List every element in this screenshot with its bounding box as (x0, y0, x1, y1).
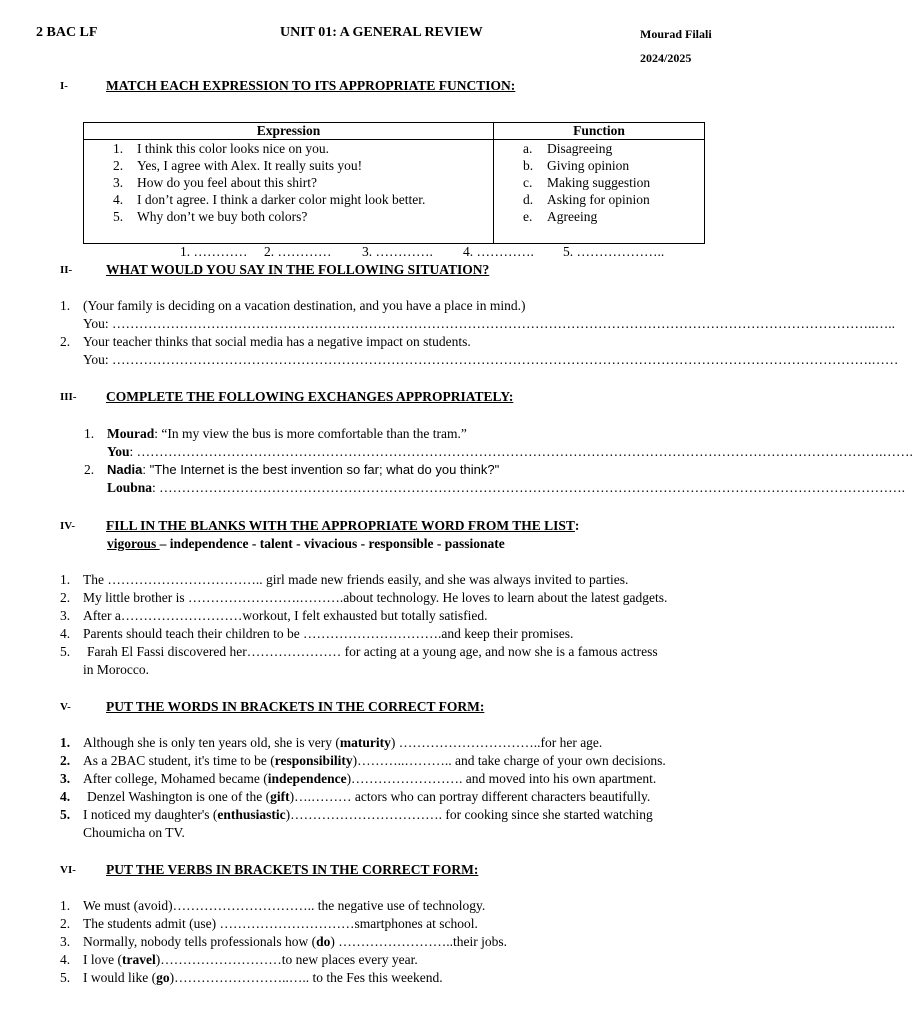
expression-text: Why don’t we buy both colors? (137, 209, 308, 224)
item-text-post: )….……… actors who can portray different characters beautifully. (289, 789, 651, 804)
function-text: Disagreeing (547, 141, 613, 156)
item-number: 2. (60, 590, 71, 605)
expression-header: Expression (84, 123, 493, 140)
worksheet-title: UNIT 01: A GENERAL REVIEW (280, 25, 483, 40)
bracket-word: travel (121, 952, 156, 967)
fill-blanks-list (60, 571, 753, 679)
section-4-numeral: IV- (60, 520, 76, 532)
item-text-pre: Although she is only ten years old, she is very ( (83, 735, 340, 750)
function-letter: a. (523, 141, 533, 156)
school-year: 2024/2025 (640, 51, 692, 65)
section-2-numeral: II- (60, 264, 73, 276)
item-number: 2. (60, 753, 71, 768)
section-4-heading-text: FILL IN THE BLANKS WITH THE APPROPRIATE WORD FROM THE LIST (106, 518, 575, 533)
answer-number: 4. (463, 244, 474, 259)
item-text-post: ) ……………………..their jobs. (330, 934, 507, 949)
list-item (60, 951, 753, 969)
function-row (494, 157, 704, 174)
item-text-pre: Normally, nobody tells professionals how ( (83, 934, 317, 949)
function-header: Function (494, 123, 704, 140)
item-number: 3. (60, 771, 71, 786)
item-text-post: ) …………………………..for her age. (390, 735, 603, 750)
item-text-post: )……………………..….. to the Fes this weekend. (169, 970, 443, 985)
exchange-list (84, 425, 913, 497)
item-text: The …………………………….. girl made new friends easily, and she was always invited to parties. (83, 572, 629, 587)
bracket-word: go (156, 970, 170, 985)
function-letter: b. (523, 158, 534, 173)
item-text-post: )………..……….. and take charge of your own decisions. (352, 753, 666, 768)
item-number: 1. (84, 426, 95, 441)
bracket-word: maturity (339, 735, 391, 750)
reply-label: You: (83, 316, 109, 331)
word-form-list (60, 734, 753, 842)
section-6-numeral: VI- (60, 864, 76, 876)
item-number: 4. (60, 626, 71, 641)
list-item (60, 933, 753, 951)
item-number: 5. (60, 644, 71, 659)
answer-blank: ………… (193, 244, 248, 259)
list-item-continuation: in Morocco. (83, 662, 149, 677)
expression-row (84, 208, 493, 225)
function-letter: d. (523, 192, 534, 207)
list-item (60, 625, 753, 643)
item-text-pre: I noticed my daughter's ( (83, 807, 218, 822)
reply-blank: …………………………………………………………………………………………………………………………………………………….…… (108, 352, 899, 367)
section-1-numeral: I- (60, 80, 68, 92)
function-text: Making suggestion (547, 175, 651, 190)
section-1-heading: MATCH EACH EXPRESSION TO ITS APPROPRIATE FUNCTION: (106, 78, 516, 93)
answer-blank: ………… (277, 244, 332, 259)
heading-colon: : (574, 518, 580, 533)
verb-form-list (60, 897, 753, 987)
answer-number: 5. (563, 244, 574, 259)
class-level: 2 BAC LF (36, 25, 98, 40)
list-item (60, 752, 753, 770)
expression-row (84, 140, 493, 157)
item-text-pre: As a 2BAC student, it's time to be ( (83, 753, 275, 768)
section-6-heading: PUT THE VERBS IN BRACKETS IN THE CORRECT FORM: (106, 862, 479, 877)
item-text-post: )……………………. and moved into his own apartment. (346, 771, 657, 786)
speaker-line: : "The Internet is the best invention so far; what do you think?" (142, 462, 500, 477)
function-letter: c. (523, 175, 533, 190)
expression-row (84, 157, 493, 174)
expression-text: I think this color looks nice on you. (137, 141, 329, 156)
item-number: 4. (60, 789, 71, 804)
section-5-heading: PUT THE WORDS IN BRACKETS IN THE CORRECT FORM: (106, 699, 485, 714)
reply-blank: : …………………………………………………………………………………………………………………………………………………. (152, 480, 906, 495)
expression-text: I don’t agree. I think a darker color might look better. (137, 192, 426, 207)
list-item (60, 969, 753, 987)
bracket-word: enthusiastic (217, 807, 286, 822)
function-text: Asking for opinion (547, 192, 650, 207)
list-item (60, 806, 753, 824)
answer-slot (264, 243, 332, 261)
teacher-name: Mourad Filali (640, 27, 712, 41)
expression-number: 2. (113, 158, 124, 173)
answer-number: 2. (264, 244, 275, 259)
answer-slot (180, 243, 248, 261)
answer-slot (463, 243, 534, 261)
expression-number: 4. (113, 192, 124, 207)
word-list (107, 535, 505, 553)
item-number: 2. (60, 916, 71, 931)
function-row (494, 174, 704, 191)
item-text-pre: Denzel Washington is one of the ( (87, 789, 271, 804)
item-number: 1. (60, 735, 71, 750)
function-row (494, 208, 704, 225)
bracket-word: responsibility (274, 753, 353, 768)
item-text-pre: I would like ( (83, 970, 157, 985)
expression-column (84, 123, 494, 243)
function-row (494, 140, 704, 157)
item-text: Farah El Fassi discovered her………………… for acting at a young age, and now she is a famous actress (87, 644, 658, 659)
section-2-heading: WHAT WOULD YOU SAY IN THE FOLLOWING SITUATION? (106, 262, 490, 277)
list-item (60, 788, 753, 806)
prompt-text: Your teacher thinks that social media has a negative impact on students. (83, 334, 471, 349)
situation-list (60, 297, 899, 369)
expression-text: Yes, I agree with Alex. It really suits you! (137, 158, 363, 173)
speaker-name: Mourad (107, 426, 155, 441)
function-letter: e. (523, 209, 533, 224)
list-item (60, 571, 753, 589)
word-first: vigorous (107, 536, 160, 551)
speaker-name: Nadia (107, 462, 143, 477)
section-4-heading (106, 517, 579, 535)
reply-line (83, 315, 896, 333)
matching-table (83, 122, 705, 244)
answer-slot (563, 243, 664, 261)
expression-number: 1. (113, 141, 124, 156)
section-3-numeral: III- (60, 391, 77, 403)
bracket-word: do (316, 934, 331, 949)
item-number: 4. (60, 952, 71, 967)
function-row (494, 191, 704, 208)
prompt-text: (Your family is deciding on a vacation destination, and you have a place in mind.) (83, 298, 526, 313)
list-item (60, 915, 753, 933)
answer-number: 3. (362, 244, 373, 259)
item-number: 3. (60, 608, 71, 623)
expression-number: 3. (113, 175, 124, 190)
item-number: 2. (84, 462, 95, 477)
item-number: 5. (60, 807, 71, 822)
list-item (60, 770, 753, 788)
expression-row (84, 174, 493, 191)
item-text-post: )………………………to new places every year. (155, 952, 418, 967)
expression-text: How do you feel about this shirt? (137, 175, 317, 190)
list-item (60, 589, 753, 607)
item-text-pre: We must (avoid)………………………….. the negative use of technology. (83, 898, 486, 913)
list-item (60, 734, 753, 752)
item-text-pre: The students admit (use) …………………………smartphones at school. (83, 916, 478, 931)
answer-blank: …………. (476, 244, 534, 259)
function-text: Agreeing (547, 209, 598, 224)
reply-speaker: Loubna (107, 480, 153, 495)
item-number: 3. (60, 934, 71, 949)
expression-number: 5. (113, 209, 124, 224)
item-text: Parents should teach their children to be ………………………….and keep their promises. (83, 626, 574, 641)
answer-slot (362, 243, 433, 261)
answer-blank: ……………….. (576, 244, 665, 259)
list-item-continuation: Choumicha on TV. (83, 825, 185, 840)
item-number: 1. (60, 572, 71, 587)
expression-row (84, 191, 493, 208)
reply-blank: ……………………………………………………………………………………………………………………………………………………..….. (108, 316, 896, 331)
item-text-post: )……………………………. for cooking since she started watching (285, 807, 653, 822)
list-item (60, 897, 753, 915)
item-number: 1. (60, 898, 71, 913)
item-number: 1. (60, 298, 71, 313)
list-item (60, 607, 753, 625)
bracket-word: independence (267, 771, 347, 786)
item-text-pre: After college, Mohamed became ( (83, 771, 268, 786)
item-number: 5. (60, 970, 71, 985)
item-text-pre: I love ( (83, 952, 122, 967)
answer-blank: …………. (375, 244, 433, 259)
reply-line (83, 351, 899, 369)
section-3-heading: COMPLETE THE FOLLOWING EXCHANGES APPROPRIATELY: (106, 389, 514, 404)
situation-prompt (60, 297, 733, 315)
answer-number: 1. (180, 244, 191, 259)
section-5-numeral: V- (60, 701, 71, 713)
reply-blank: : ………………………………………………………………………………………………………………………………………………….……. (129, 444, 913, 459)
speaker-line: : “In my view the bus is more comfortable than the tram.” (154, 426, 467, 441)
reply-label: You: (83, 352, 109, 367)
function-text: Giving opinion (547, 158, 630, 173)
situation-prompt (60, 333, 733, 351)
item-text: My little brother is …………………….……….about technology. He loves to learn about the latest gadgets. (83, 590, 668, 605)
reply-speaker: You (107, 444, 130, 459)
reply-line (107, 479, 906, 497)
list-item (60, 643, 753, 661)
item-number: 2. (60, 334, 71, 349)
word-rest: – independence - talent - vivacious - responsible - passionate (159, 536, 505, 551)
reply-line (107, 443, 913, 461)
exchange-line (84, 461, 733, 479)
exchange-line (84, 425, 733, 443)
function-column (494, 123, 704, 243)
bracket-word: gift (270, 789, 290, 804)
item-text: After a………………………workout, I felt exhausted but totally satisfied. (83, 608, 488, 623)
